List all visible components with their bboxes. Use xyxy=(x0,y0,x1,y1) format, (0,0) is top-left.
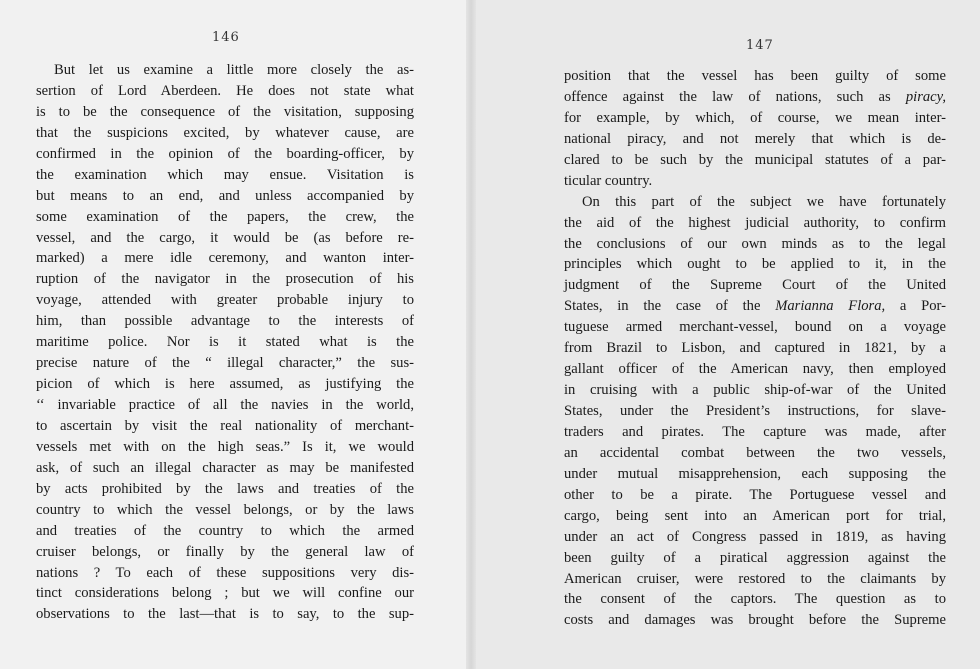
text-fragment: offence against the law of nations, such as xyxy=(564,88,891,105)
text-line: nations ? To each of these suppositions very dis- xyxy=(36,564,414,581)
text-line: ask, of such an illegal character as may be manifested xyxy=(36,459,414,476)
page-number-146: 146 xyxy=(212,30,240,45)
text-line: the aid of the highest judicial authority, to confirm xyxy=(564,214,946,231)
text-line: sertion of Lord Aberdeen. He does not state what xyxy=(36,82,414,99)
text-line: that the suspicions excited, by whatever cause, are xyxy=(36,124,414,141)
text-line: judgment of the Supreme Court of the United xyxy=(564,277,946,294)
text-line: under an act of Congress passed in 1819, as having xyxy=(564,528,946,545)
text-line: is to be the consequence of the visitation, supposing xyxy=(36,103,414,120)
text-line: an accidental combat between the two vessels, xyxy=(564,444,946,461)
text-line: the consent of the captors. The question as to xyxy=(564,591,946,608)
left-page xyxy=(0,0,470,669)
text-line: On this part of the subject we have fortunately xyxy=(582,193,946,210)
text-line xyxy=(564,296,946,317)
text-line: principles which ought to be applied to it, in the xyxy=(564,256,946,273)
text-line: precise nature of the “ illegal character,” the sus- xyxy=(36,355,414,372)
text-line: the examination which may ensue. Visitation is xyxy=(36,166,414,183)
text-line: national piracy, and not merely that which is de- xyxy=(564,130,946,147)
text-line xyxy=(564,87,946,108)
text-line: by acts prohibited by the laws and treaties of the xyxy=(36,480,414,497)
text-line: been guilty of a piratical aggression against the xyxy=(564,549,946,566)
right-page-body xyxy=(564,66,946,631)
text-line: clared to be such by the municipal statutes of a par- xyxy=(564,151,946,168)
page-number-147: 147 xyxy=(746,38,774,53)
text-line: States, under the President’s instructions, for slave- xyxy=(564,403,946,419)
text-line: traders and pirates. The capture was made, after xyxy=(564,423,946,440)
text-line: cruiser belongs, or finally by the general law of xyxy=(36,543,414,560)
text-line: in cruising with a public ship-of-war of the United xyxy=(564,382,946,399)
text-line: vessels met with on the high seas.” Is it, we would xyxy=(36,438,414,455)
book-gutter xyxy=(466,0,476,669)
text-line: ruption of the navigator in the prosecution of his xyxy=(36,271,414,288)
text-line: picion of which is here assumed, as justifying the xyxy=(36,376,414,393)
italic-term: piracy, xyxy=(905,88,946,105)
text-line: the conclusions of our own minds as to the legal xyxy=(564,235,946,252)
text-line: but means to an end, and unless accompanied by xyxy=(36,187,414,204)
text-line: tinct considerations belong ; but we will confine our xyxy=(36,585,414,602)
text-line: position that the vessel has been guilty of some xyxy=(564,68,946,84)
right-page xyxy=(470,0,980,669)
text-line: other to be a pirate. The Portuguese vessel and xyxy=(564,486,946,503)
text-line: But let us examine a little more closely the as- xyxy=(54,62,414,78)
text-line: observations to the last—that is to say, to the sup- xyxy=(36,606,414,623)
text-line: ‘‘ invariable practice of all the navies in the world, xyxy=(36,397,414,413)
text-fragment: a Por- xyxy=(899,298,946,315)
left-page-body xyxy=(36,60,414,625)
text-line: tuguese armed merchant-vessel, bound on a voyage xyxy=(564,319,946,336)
text-line: country to which the vessel belongs, or by the laws xyxy=(36,501,414,518)
text-line: vessel, and the cargo, it would be (as before re- xyxy=(36,229,414,246)
text-line: ticular country. xyxy=(564,172,653,189)
text-line: gallant officer of the American navy, then employed xyxy=(564,361,946,378)
text-line: under mutual misapprehension, each supposing the xyxy=(564,465,946,482)
text-line: for example, by which, of course, we mean inter- xyxy=(564,109,946,126)
text-line: confirmed in the opinion of the boarding-officer, by xyxy=(36,145,414,162)
text-fragment: States, in the case of the xyxy=(564,298,761,315)
text-line: cargo, being sent into an American port for trial, xyxy=(564,507,946,524)
text-line: costs and damages was brought before the Supreme xyxy=(564,612,946,629)
text-line: and treaties of the country to which the armed xyxy=(36,522,414,539)
text-line: him, than possible advantage to the interests of xyxy=(36,313,414,330)
text-line: American cruiser, were restored to the claimants by xyxy=(564,570,946,587)
italic-case-name: Marianna Flora, xyxy=(775,298,886,315)
text-line: some examination of the papers, the crew, the xyxy=(36,208,414,225)
text-line: to ascertain by visit the real nationality of merchant- xyxy=(36,417,414,434)
text-line: marked) a mere idle ceremony, and wanton inter- xyxy=(36,250,414,267)
text-line: voyage, attended with greater probable injury to xyxy=(36,292,414,309)
text-line: maritime police. Nor is it stated what is the xyxy=(36,334,414,351)
text-line: from Brazil to Lisbon, and captured in 1821, by a xyxy=(564,340,946,357)
